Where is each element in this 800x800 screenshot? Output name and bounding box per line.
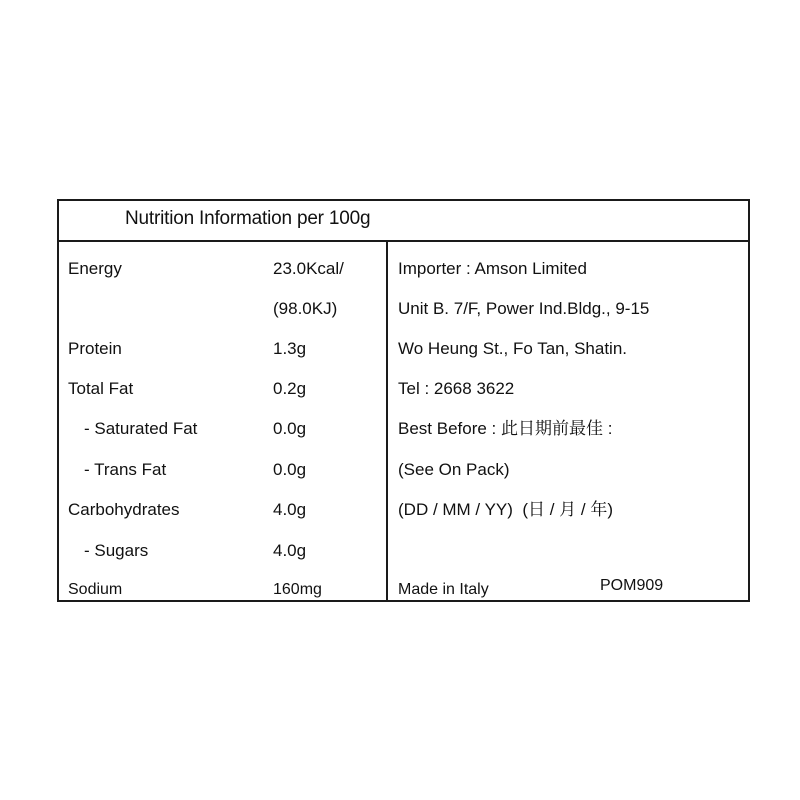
nutrient-name-sugars: - Sugars: [84, 541, 149, 560]
nutrient-value-sugars: 4.0g: [273, 541, 307, 560]
telephone-text: Tel : 2668 3622: [398, 379, 515, 398]
nutrient-value-energy-kj: (98.0KJ): [273, 299, 338, 318]
nutrient-name-energy: Energy: [68, 259, 122, 278]
best-before-text: Best Before : 此日期前最佳 :: [398, 419, 613, 438]
nutrient-name-protein: Protein: [68, 339, 122, 358]
importer-text: Importer : Amson Limited: [398, 259, 587, 278]
nutrient-value-trans-fat: 0.0g: [273, 460, 307, 479]
nutrient-value-total-fat: 0.2g: [273, 379, 307, 398]
nutrient-value-carbohydrates: 4.0g: [273, 500, 307, 519]
nutrient-value-energy-kcal: 23.0Kcal/: [273, 259, 344, 278]
nutrient-name-trans-fat: - Trans Fat: [84, 460, 167, 479]
nutrient-name-saturated-fat: - Saturated Fat: [84, 419, 198, 438]
column-divider: [386, 242, 388, 600]
nutrient-value-protein: 1.3g: [273, 339, 307, 358]
nutrient-value-saturated-fat: 0.0g: [273, 419, 307, 438]
nutrient-name-total-fat: Total Fat: [68, 379, 134, 398]
address-line-1: Unit B. 7/F, Power Ind.Bldg., 9-15: [398, 299, 650, 318]
nutrient-name-sodium: Sodium: [68, 581, 123, 598]
label-title: Nutrition Information per 100g: [125, 208, 371, 229]
product-code-text: POM909: [600, 577, 664, 594]
date-format-text: (DD / MM / YY) (日 / 月 / 年): [398, 500, 614, 519]
address-line-2: Wo Heung St., Fo Tan, Shatin.: [398, 339, 628, 358]
nutrient-value-sodium: 160mg: [273, 581, 322, 598]
see-on-pack-text: (See On Pack): [398, 460, 510, 479]
title-row: [59, 201, 748, 242]
nutrient-name-carbohydrates: Carbohydrates: [68, 500, 180, 519]
nutrition-label: [57, 199, 750, 602]
country-of-origin-text: Made in Italy: [398, 581, 489, 598]
